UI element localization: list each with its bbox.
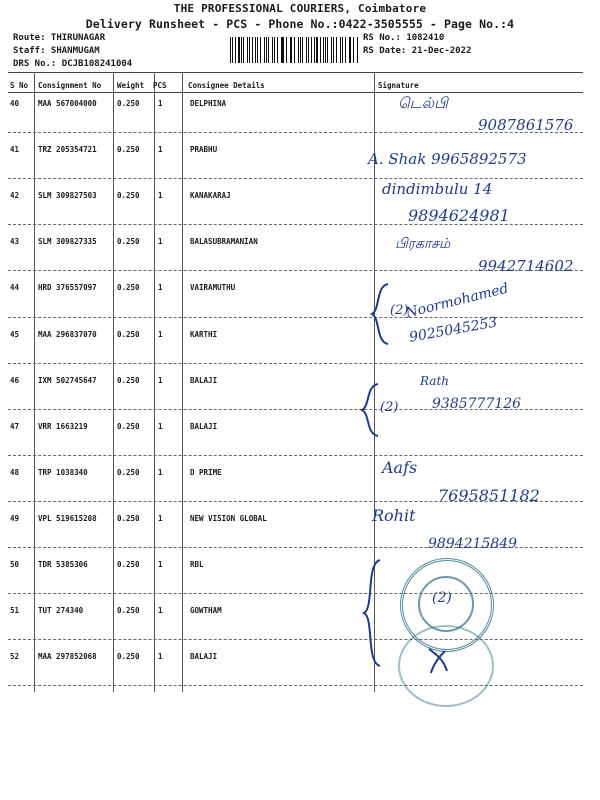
barcode-bar — [331, 37, 332, 63]
cell-pcs: 1 — [158, 237, 163, 246]
cell-sno: 42 — [10, 191, 20, 200]
column-header-consignment: Consignment No — [38, 81, 102, 90]
document-title: THE PROFESSIONAL COURIERS, Coimbatore — [173, 2, 427, 15]
barcode-bar — [302, 37, 303, 63]
cell-weight: 0.250 — [117, 560, 140, 569]
row-separator — [8, 317, 583, 318]
barcode-bar — [314, 37, 315, 63]
barcode-bar — [255, 37, 256, 63]
cell-consignment-no: VRR 1663219 — [38, 422, 88, 431]
signature-45-phone: 9025045253 — [408, 314, 499, 346]
barcode-bar — [320, 37, 321, 63]
barcode — [230, 37, 358, 63]
cell-consignee: DELPHINA — [190, 99, 227, 108]
signature-49-phone: 9894215849 — [428, 536, 518, 552]
signature-43-phone: 9942714602 — [478, 257, 574, 275]
stamp-scribble — [425, 645, 451, 675]
barcode-bar — [291, 37, 292, 63]
cell-weight: 0.250 — [117, 99, 140, 108]
cell-sno: 41 — [10, 145, 20, 154]
cell-weight: 0.250 — [117, 145, 140, 154]
cell-sno: 51 — [10, 606, 20, 615]
table-top-border — [8, 72, 583, 73]
cell-consignment-no: SLM 309827335 — [38, 237, 97, 246]
signature-43-name: பிரகாசம் — [395, 236, 451, 252]
document-subtitle: Delivery Runsheet - PCS - Phone No.:0422-3505555 - Page No.:4 — [85, 17, 515, 31]
barcode-bar — [298, 37, 299, 63]
barcode-bar — [235, 37, 236, 63]
cell-consignment-no: MAA 567004000 — [38, 99, 97, 108]
cell-pcs: 1 — [158, 606, 163, 615]
barcode-bar — [306, 37, 307, 63]
signature-48-name: Aafs — [382, 458, 418, 477]
staff-label: Staff: SHANMUGAM — [13, 46, 100, 56]
barcode-bar — [264, 37, 265, 63]
cell-sno: 52 — [10, 652, 20, 661]
cell-sno: 49 — [10, 514, 20, 523]
barcode-bar — [350, 37, 351, 63]
drs-number: DRS No.: DCJB108241004 — [13, 59, 133, 69]
cell-consignee: GOWTHAM — [190, 606, 222, 615]
cell-consignment-no: SLM 309827503 — [38, 191, 97, 200]
cell-weight: 0.250 — [117, 422, 140, 431]
column-divider — [154, 72, 155, 692]
cell-consignment-no: MAA 297852068 — [38, 652, 97, 661]
cell-weight: 0.250 — [117, 606, 140, 615]
cell-sno: 46 — [10, 376, 20, 385]
barcode-bar — [249, 37, 250, 63]
barcode-bar — [282, 37, 283, 63]
barcode-bar — [357, 37, 358, 63]
cell-pcs: 1 — [158, 514, 163, 523]
barcode-bar — [281, 37, 282, 63]
cell-consignee: KANAKARAJ — [190, 191, 231, 200]
cell-sno: 45 — [10, 330, 20, 339]
barcode-bar — [241, 37, 242, 63]
signature-48-phone: 7695851182 — [438, 486, 540, 505]
cell-consignment-no: TDR 5385306 — [38, 560, 88, 569]
barcode-bar — [247, 37, 248, 63]
column-header-weight: Weight — [117, 81, 145, 90]
row-separator — [8, 455, 583, 456]
cell-pcs: 1 — [158, 376, 163, 385]
signature-42-phone: 9894624981 — [408, 206, 510, 225]
cell-sno: 50 — [10, 560, 20, 569]
cell-weight: 0.250 — [117, 330, 140, 339]
cell-weight: 0.250 — [117, 283, 140, 292]
cell-pcs: 1 — [158, 283, 163, 292]
cell-pcs: 1 — [158, 422, 163, 431]
cell-consignee: BALAJI — [190, 376, 218, 385]
cell-pcs: 1 — [158, 145, 163, 154]
barcode-bar — [300, 37, 301, 63]
signature-42-name: dindimbulu 14 — [382, 180, 493, 198]
barcode-bar — [342, 37, 343, 63]
cell-weight: 0.250 — [117, 191, 140, 200]
barcode-bar — [238, 37, 240, 63]
barcode-bar — [323, 37, 324, 63]
barcode-bar — [286, 37, 287, 63]
barcode-bar — [327, 37, 328, 63]
barcode-bar — [290, 37, 291, 63]
barcode-bar — [353, 37, 354, 63]
cell-sno: 40 — [10, 99, 20, 108]
barcode-bar — [349, 37, 350, 63]
rs-date: RS Date: 21-Dec-2022 — [363, 46, 472, 56]
barcode-bar — [345, 37, 346, 63]
cell-consignment-no: MAA 296837070 — [38, 330, 97, 339]
cell-weight: 0.250 — [117, 376, 140, 385]
signature-45-name: Noormohamed — [404, 280, 511, 322]
cell-consignee: KARTHI — [190, 330, 218, 339]
barcode-bar — [308, 37, 309, 63]
cell-sno: 48 — [10, 468, 20, 477]
barcode-bar — [333, 37, 334, 63]
cell-consignment-no: TRZ 205354721 — [38, 145, 97, 154]
barcode-bar — [316, 37, 318, 63]
signature-41: A. Shak 9965892573 — [368, 150, 527, 168]
cell-consignee: VAIRAMUTHU — [190, 283, 236, 292]
cell-consignment-no: HRD 376557097 — [38, 283, 97, 292]
barcode-bar — [277, 37, 278, 63]
signature-40-name: டெல்பி — [398, 94, 448, 112]
brace-mark-50-52 — [360, 558, 384, 668]
cell-pcs: 1 — [158, 99, 163, 108]
barcode-bar — [311, 37, 312, 63]
column-header-sno: S No — [10, 81, 29, 90]
barcode-bar — [325, 37, 326, 63]
row-separator — [8, 593, 583, 594]
barcode-bar — [252, 37, 253, 63]
cell-sno: 44 — [10, 283, 20, 292]
cell-consignee: BALAJI — [190, 652, 218, 661]
barcode-bar — [272, 37, 273, 63]
signature-46-name: Rath — [420, 374, 450, 388]
cell-pcs: 1 — [158, 560, 163, 569]
column-divider — [113, 72, 114, 692]
column-divider — [182, 72, 183, 692]
row-separator — [8, 363, 583, 364]
signature-46-phone: 9385777126 — [432, 396, 522, 412]
signature-40-phone: 9087861576 — [478, 116, 574, 134]
signature-49-name: Rohit — [372, 506, 416, 525]
cell-pcs: 1 — [158, 468, 163, 477]
cell-consignment-no: VPL 519615208 — [38, 514, 97, 523]
signature-44-mark: (2) — [390, 303, 409, 318]
cell-consignee: NEW VISION GLOBAL — [190, 514, 267, 523]
cell-consignee: BALAJI — [190, 422, 218, 431]
signature-46-mark: (2) — [380, 400, 399, 415]
cell-weight: 0.250 — [117, 652, 140, 661]
row-separator — [8, 178, 583, 179]
barcode-bar — [230, 37, 231, 63]
cell-weight: 0.250 — [117, 514, 140, 523]
brace-mark-46-47 — [358, 382, 382, 438]
cell-sno: 43 — [10, 237, 20, 246]
cell-sno: 47 — [10, 422, 20, 431]
barcode-bar — [340, 37, 341, 63]
cell-consignment-no: TUT 274340 — [38, 606, 84, 615]
barcode-bar — [266, 37, 267, 63]
cell-consignee: PRABHU — [190, 145, 218, 154]
route-label: Route: THIRUNAGAR — [13, 33, 106, 43]
brace-mark-44-45 — [368, 282, 392, 346]
cell-pcs: 1 — [158, 191, 163, 200]
cell-pcs: 1 — [158, 652, 163, 661]
cell-consignee: RBL — [190, 560, 204, 569]
barcode-bar — [274, 37, 276, 63]
row-separator — [8, 639, 583, 640]
barcode-bar — [232, 37, 233, 63]
column-header-consignee: Consignee Details — [188, 81, 265, 90]
barcode-bar — [268, 37, 269, 63]
barcode-bar — [243, 37, 244, 63]
cell-consignment-no: TRP 1038340 — [38, 468, 88, 477]
barcode-bar — [294, 37, 296, 63]
stamp-mark: (2) — [432, 590, 452, 606]
barcode-bar — [336, 37, 338, 63]
cell-weight: 0.250 — [117, 237, 140, 246]
cell-pcs: 1 — [158, 330, 163, 339]
cell-consignee: D PRIME — [190, 468, 222, 477]
column-header-pcs: PCS — [153, 81, 167, 90]
cell-consignment-no: IXM 502745647 — [38, 376, 97, 385]
table-header — [8, 76, 580, 94]
row-separator — [8, 685, 583, 686]
rs-number: RS No.: 1082410 — [363, 33, 445, 43]
column-divider — [34, 72, 35, 692]
cell-consignee: BALASUBRAMANIAN — [190, 237, 258, 246]
barcode-bar — [257, 37, 259, 63]
column-header-signature: Signature — [378, 81, 419, 90]
barcode-bar — [260, 37, 261, 63]
cell-weight: 0.250 — [117, 468, 140, 477]
